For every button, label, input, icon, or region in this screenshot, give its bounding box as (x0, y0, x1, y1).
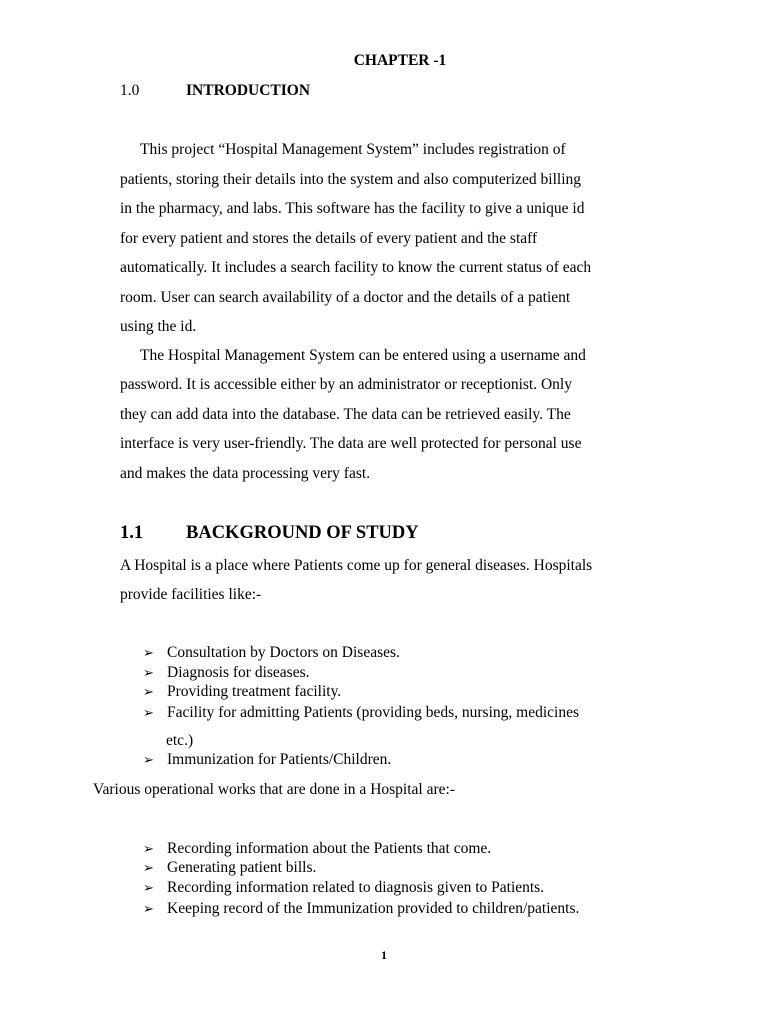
intro-p1-line: using the id. (120, 318, 197, 335)
list-item: ➢ Recording information about the Patients that come. (143, 840, 492, 857)
arrow-bullet-icon: ➢ (143, 880, 154, 895)
arrow-bullet-icon: ➢ (143, 645, 154, 660)
operational-intro: Various operational works that are done in a Hospital are:- (93, 781, 455, 798)
intro-p1-line: for every patient and stores the details of every patient and the staff (120, 230, 538, 247)
intro-p1-line: patients, storing their details into the system and also computerized billing (120, 171, 582, 188)
section-title-intro: INTRODUCTION (186, 82, 311, 99)
arrow-bullet-icon: ➢ (143, 860, 154, 875)
list-item: ➢ Consultation by Doctors on Diseases. (143, 644, 400, 661)
arrow-bullet-icon: ➢ (143, 901, 154, 916)
arrow-bullet-icon: ➢ (143, 665, 154, 680)
arrow-bullet-icon: ➢ (143, 684, 154, 699)
intro-p2-line: and makes the data processing very fast. (120, 465, 371, 482)
list-item: ➢ Keeping record of the Immunization provided to children/patients. (143, 900, 580, 917)
arrow-bullet-icon: ➢ (143, 705, 154, 720)
list-item: ➢ Generating patient bills. (143, 859, 317, 876)
list-item: ➢ Diagnosis for diseases. (143, 664, 310, 681)
section-title-background: BACKGROUND OF STUDY (186, 523, 419, 543)
intro-p1-line: in the pharmacy, and labs. This software has the facility to give a unique id (120, 200, 585, 217)
list-item: ➢ Immunization for Patients/Children. (143, 751, 392, 768)
intro-p1-line: This project “Hospital Management System” includes registration of (140, 141, 566, 158)
page-number: 1 (381, 948, 387, 962)
intro-p1-line: automatically. It includes a search facility to know the current status of each (120, 259, 592, 276)
intro-p2-line: they can add data into the database. The data can be retrieved easily. The (120, 406, 571, 423)
intro-p2-line: interface is very user-friendly. The data are well protected for personal use (120, 435, 582, 452)
background-line: provide facilities like:- (120, 586, 262, 603)
section-number-intro: 1.0 (120, 82, 140, 99)
arrow-bullet-icon: ➢ (143, 841, 154, 856)
intro-p1-line: room. User can search availability of a doctor and the details of a patient (120, 289, 571, 306)
list-item: ➢ Recording information related to diagnosis given to Patients. (143, 879, 545, 896)
chapter-title: CHAPTER -1 (353, 52, 447, 69)
section-number-background: 1.1 (120, 523, 144, 543)
list-item-continuation: etc.) (166, 732, 194, 749)
intro-p2-line: password. It is accessible either by an administrator or receptionist. Only (120, 376, 572, 393)
list-item: ➢ Providing treatment facility. (143, 683, 342, 700)
arrow-bullet-icon: ➢ (143, 752, 154, 767)
intro-p2-line: The Hospital Management System can be entered using a username and (140, 347, 586, 364)
list-item: ➢ Facility for admitting Patients (providing beds, nursing, medicines (143, 704, 579, 721)
background-line: A Hospital is a place where Patients come up for general diseases. Hospitals (120, 557, 593, 574)
